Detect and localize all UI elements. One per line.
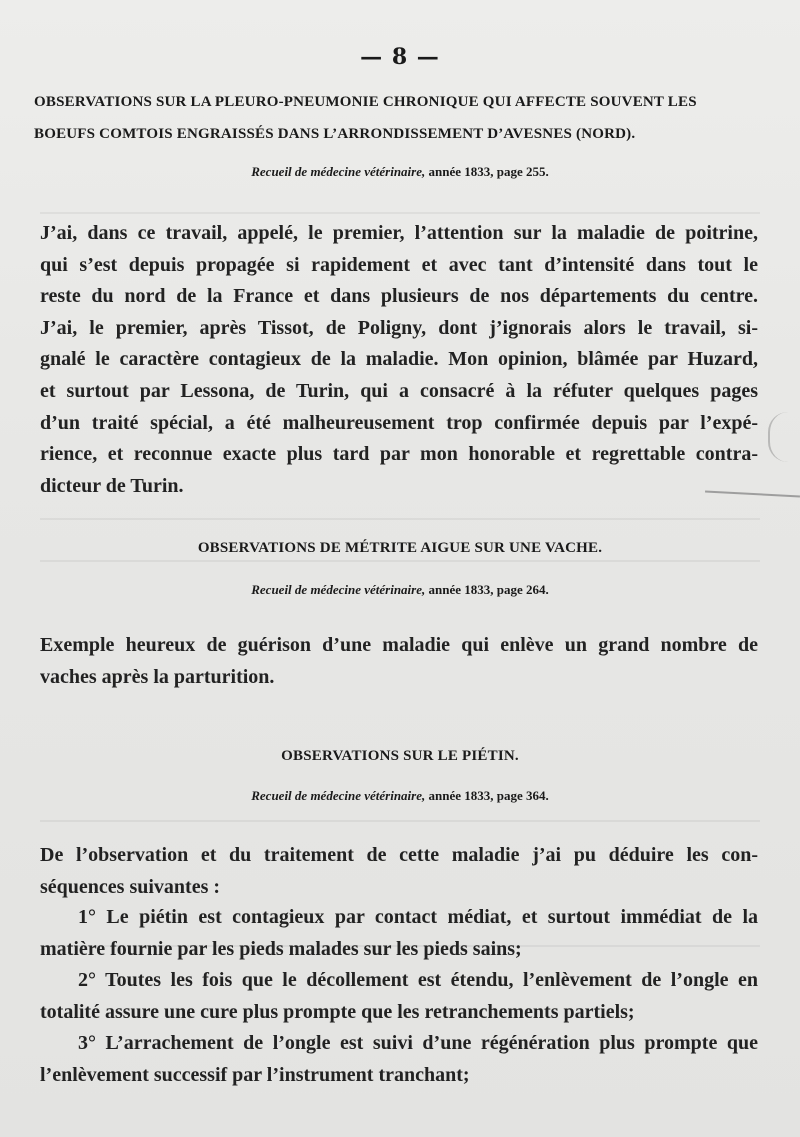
paragraph-pietin-intro: [40, 840, 758, 903]
text-line: De l’observation et du traitement de cette maladie j’ai pu déduire les con-: [40, 844, 758, 866]
bleed-through-line: [40, 820, 760, 822]
text-line: reste du nord de la France et dans plusieurs de nos départements du centre.: [40, 285, 758, 308]
section-title-pietin: [28, 740, 772, 772]
text-line: 2° Toutes les fois que le décollement est étendu, l’enlèvement de l’ongle en: [78, 969, 758, 991]
list-item-1: [40, 902, 758, 965]
text-line: d’un traité spécial, a été malheureusement trop confirmée depuis par l’expé-: [40, 411, 758, 434]
text-line: vaches après la parturition.: [40, 665, 275, 688]
source-citation: [0, 788, 800, 804]
section-title-line: OBSERVATIONS DE MÉTRITE AIGUE SUR UNE VACHE.: [197, 540, 603, 556]
source-journal: Recueil de médecine vétérinaire,: [251, 164, 426, 179]
source-details: année 1833, page 364.: [428, 788, 549, 803]
section-title-line: OBSERVATIONS SUR LA PLEURO-PNEUMONIE CHRONIQUE QUI AFFECTE SOUVENT LES: [34, 94, 697, 110]
source-citation: [0, 164, 800, 180]
text-line: 3° L’arrachement de l’ongle est suivi d’une régénération plus prompte que: [78, 1032, 758, 1054]
section-title-pleuro-pneumonie: [28, 86, 778, 150]
source-citation: [0, 582, 800, 598]
text-line: l’enlèvement successif par l’instrument tranchant;: [40, 1063, 470, 1086]
source-details: année 1833, page 264.: [428, 582, 549, 597]
text-line: matière fournie par les pieds malades sur les pieds sains;: [40, 937, 522, 960]
text-line: et surtout par Lessona, de Turin, qui a consacré à la réfuter quelques pages: [40, 379, 758, 402]
page-number: — 8 —: [360, 44, 440, 70]
paragraph-metrite: [40, 630, 758, 693]
bleed-through-line: [40, 518, 760, 520]
text-line: Exemple heureux de guérison d’une maladie qui enlève un grand nombre de: [40, 634, 758, 656]
text-line: rience, et reconnue exacte plus tard par mon honorable et regrettable contra-: [40, 443, 758, 466]
text-line: J’ai, le premier, après Tissot, de Poligny, dont j’ignorais alors le travail, si-: [40, 316, 758, 339]
list-item-2: [40, 965, 758, 1028]
text-line: qui s’est depuis propagée si rapidement et avec tant d’intensité dans tout le: [40, 253, 758, 276]
section-title-line: OBSERVATIONS SUR LE PIÉTIN.: [281, 748, 519, 764]
source-journal: Recueil de médecine vétérinaire,: [251, 788, 426, 803]
page-edge-mark: [768, 412, 800, 462]
text-line: 1° Le piétin est contagieux par contact médiat, et surtout immédiat de la: [78, 906, 758, 928]
text-line: J’ai, dans ce travail, appelé, le premier, l’attention sur la maladie de poitrine,: [40, 222, 758, 244]
section-title-line: BOEUFS COMTOIS ENGRAISSÉS DANS L’ARRONDISSEMENT D’AVESNES (NORD).: [34, 126, 636, 142]
source-details: année 1833, page 255.: [428, 164, 549, 179]
paragraph-pleuro-pneumonie: [40, 218, 758, 502]
text-line: totalité assure une cure plus prompte que les retranchements partiels;: [40, 1000, 635, 1023]
text-line: séquences suivantes :: [40, 875, 221, 898]
bleed-through-line: [40, 212, 760, 214]
text-line: gnalé le caractère contagieux de la maladie. Mon opinion, blâmée par Huzard,: [40, 348, 758, 371]
source-journal: Recueil de médecine vétérinaire,: [251, 582, 426, 597]
list-item-3: [40, 1028, 758, 1091]
section-title-metrite: [28, 532, 772, 564]
text-line: dicteur de Turin.: [40, 474, 184, 497]
